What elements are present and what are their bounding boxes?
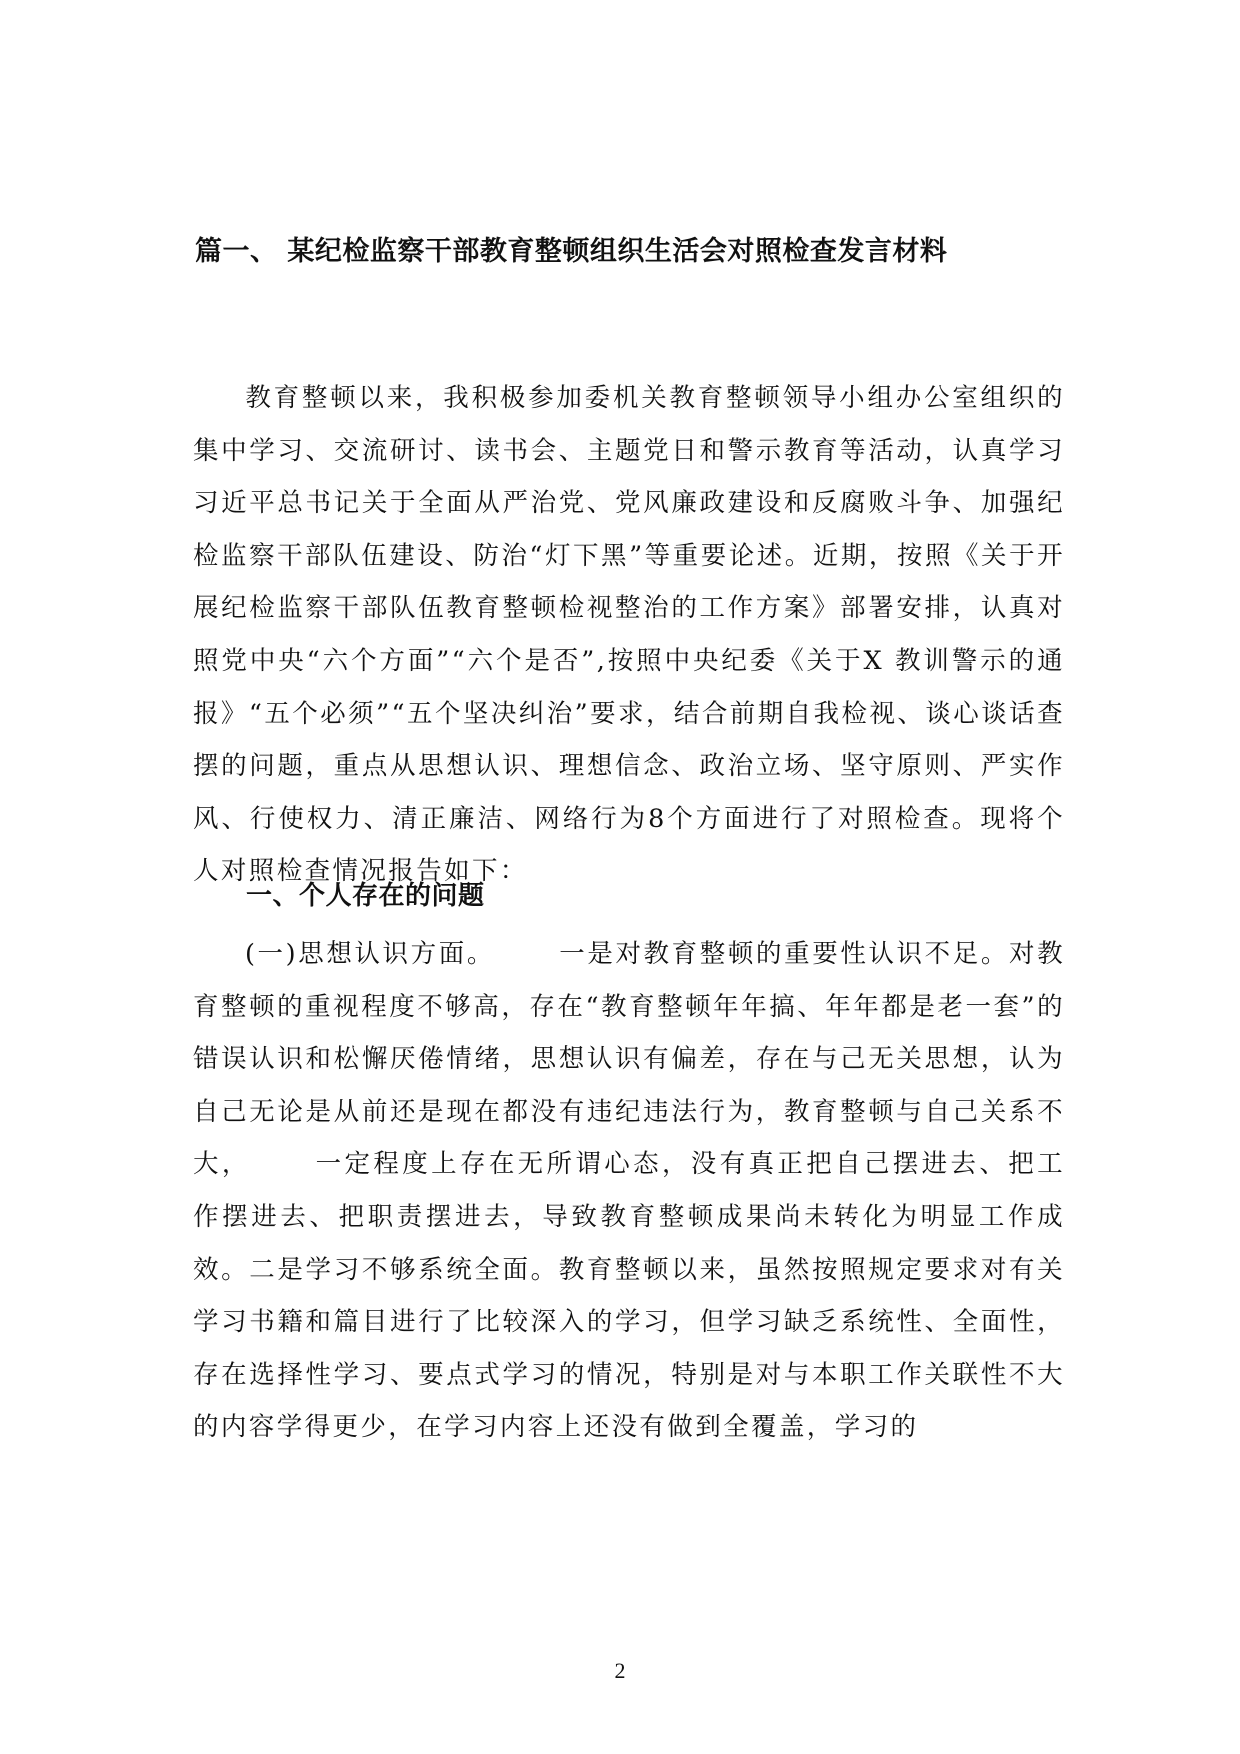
section-paragraph-continued: 一定程度上存在无所谓心态，没有真正把自己摆进去、把工作摆进去、把职责摆进去，导致教育整顿成果尚未转化为明显工作成效。二是学习不够系统全面。教育整顿以来，虽然按照规定要求对有关学习书籍和篇目进行了比较深入的学习，但学习缺乏系统性、全面性，存在选择性学习、要点式学习的情况，特别是对与本职工作关联性不大的内容学得更少，在学习内容上还没有做到全覆盖，学习的 [193, 1149, 1065, 1443]
section-heading: 一、个人存在的问题 [246, 881, 485, 911]
intro-paragraph [193, 372, 1065, 898]
page-number: 2 [614, 1658, 626, 1683]
subsection-label: (一)思想认识方面。 [245, 939, 496, 969]
document-title: 篇一、 某纪检监察干部教育整顿组织生活会对照检查发言材料 [195, 236, 948, 267]
section-paragraph [193, 928, 1065, 1454]
section-paragraph-text: 一是对教育整顿的重要性认识不足。对教育整顿的重视程度不够高，存在“教育整顿年年搞、年年都是老一套”的错误认识和松懈厌倦情绪，思想认识有偏差，存在与己无关思想，认为自己无论是从前还是现在都没有违纪违法行为，教育整顿与自己关系不大， [193, 939, 1066, 1180]
intro-paragraph-text: 教育整顿以来，我积极参加委机关教育整顿领导小组办公室组织的集中学习、交流研讨、读书会、主题党日和警示教育等活动，认真学习习近平总书记关于全面从严治党、党风廉政建设和反腐败斗争、加强纪检监察干部队伍建设、防治“灯下黑”等重要论述。近期，按照《关于开展纪检监察干部队伍教育整顿检视整治的工作方案》部署安排，认真对照党中央“六个方面”“六个是否”,按照中央纪委《关于X 教训警示的通报》“五个必须”“五个坚决纠治”要求，结合前期自我检视、谈心谈话查摆的问题，重点从思想认识、理想信念、政治立场、坚守原则、严实作风、行使权力、清正廉洁、网络行为8个方面进行了对照检查。现将个人对照检查情况报告如下： [193, 383, 1065, 887]
